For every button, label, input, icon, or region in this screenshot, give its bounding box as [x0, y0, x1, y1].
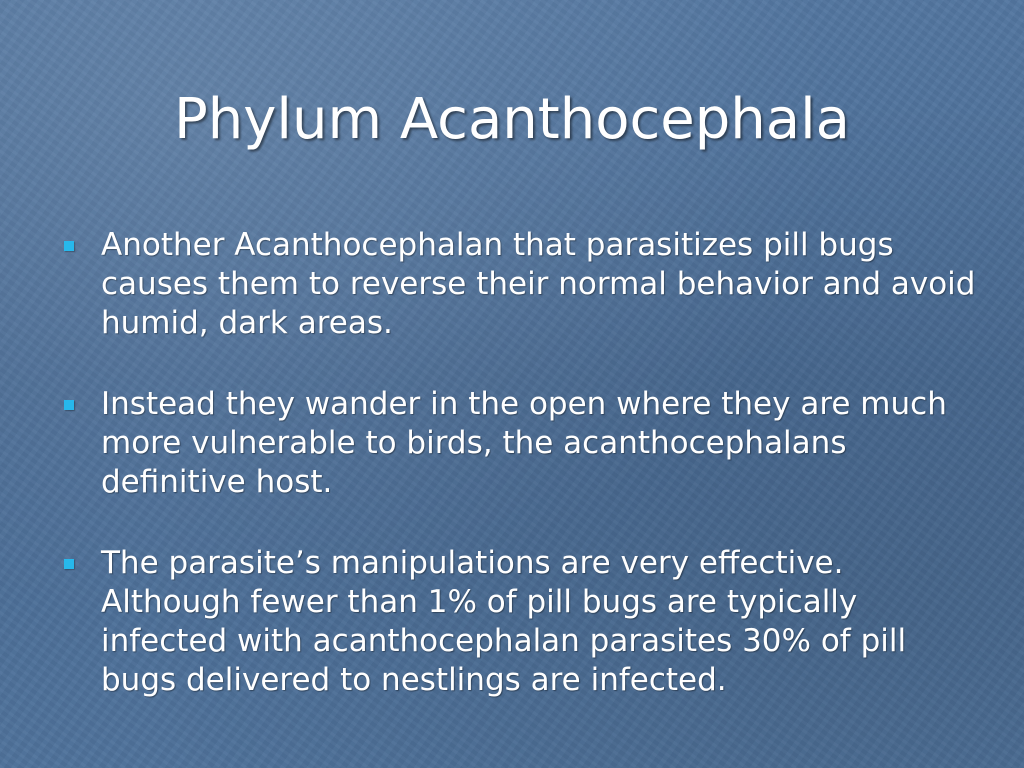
square-bullet-icon [64, 241, 74, 251]
bullet-text: Instead they wander in the open where they are much more vulnerable to birds, the acanthocephalans definitive host. [101, 386, 947, 500]
bullet-item [60, 385, 980, 502]
bullet-item [60, 544, 980, 700]
bullet-text: The parasite’s manipulations are very effective. Although fewer than 1% of pill bugs are typically infected with acanthocephalan parasites 30% of pill bugs delivered to nestlings are infected. [101, 545, 907, 698]
bullet-text: Another Acanthocephalan that parasitizes pill bugs causes them to reverse their normal behavior and avoid humid, dark areas. [101, 227, 976, 341]
square-bullet-icon [64, 559, 74, 569]
square-bullet-icon [64, 400, 74, 410]
bullet-list [60, 226, 980, 742]
slide-title: Phylum Acanthocephala [174, 87, 850, 152]
bullet-item [60, 226, 980, 343]
